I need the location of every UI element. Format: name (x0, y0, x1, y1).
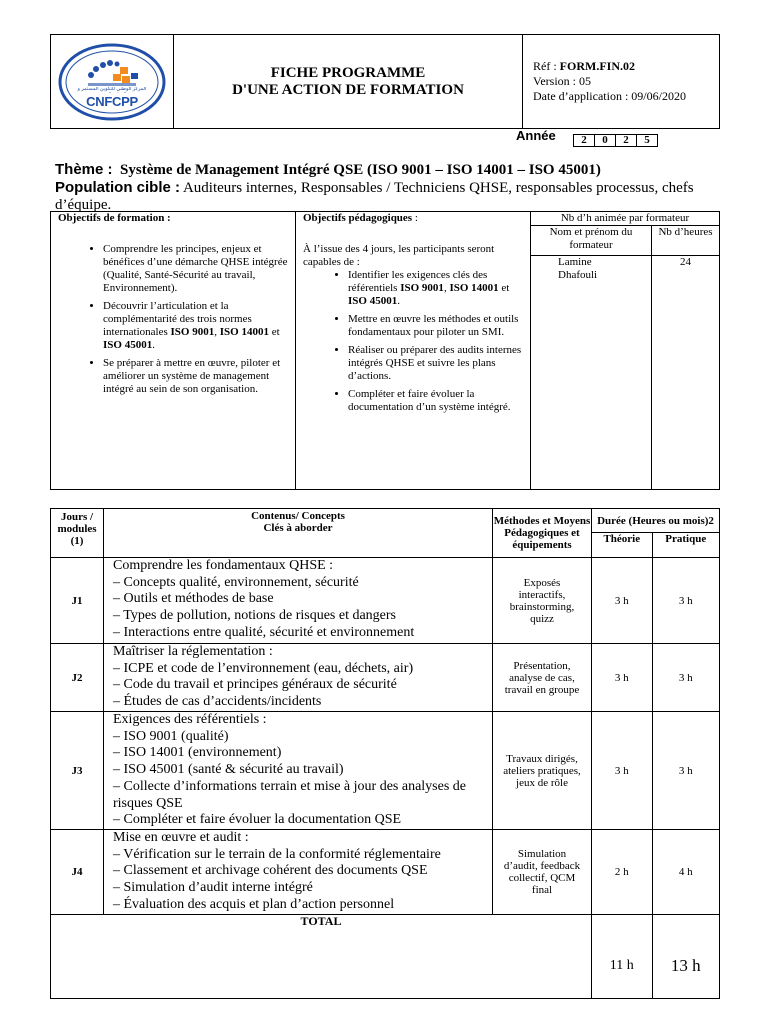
objectifs-pedagogiques-intro: À l’issue des 4 jours, les participants seront capables de : (303, 243, 495, 268)
logo-text: CNFCPP (86, 93, 138, 109)
list-item: • Identifier les exigences clés des référentiels ISO 9001, ISO 14001 et ISO 45001. (348, 269, 530, 308)
contenu-line: – Évaluation des acquis et plan d’action personnel (113, 896, 395, 912)
contenu-line: – ISO 45001 (santé & sécurité au travail) (113, 762, 344, 778)
contenu-cell (104, 712, 493, 830)
list-item: • Se préparer à mettre en œuvre, piloter et améliorer un système de management intégré au sein de son organisation. (103, 357, 295, 396)
objectifs-pedagogiques-header-line (296, 212, 530, 225)
col-methodes-header: Méthodes et Moyens Pédagogiques et équipements (493, 509, 592, 558)
list-item: • Comprendre les principes, enjeux et bénéfices d’une démarche QHSE intégrée (Qualité, Santé-Sécurité au travail, Environnement). (103, 243, 295, 295)
jour-cell: J1 (51, 558, 104, 644)
col-theorie-header: Théorie (592, 533, 653, 558)
table-row (51, 712, 720, 830)
header-suffix: : (412, 212, 418, 224)
formateur-heures-col-header: Nb d’heures (652, 226, 720, 256)
contenu-line: Mise en œuvre et audit : (113, 830, 249, 845)
objectifs-pedagogiques-cell (296, 212, 531, 490)
reference-cell (523, 35, 720, 129)
formateur-heures: 24 (652, 256, 720, 490)
contenu-line: – Vérification sur le terrain de la conformité réglementaire (113, 846, 441, 862)
population-value: Auditeurs internes, Responsables / Techniciens QHSE, responsables processus, chefs d’équipe. (55, 180, 694, 213)
header-table (50, 34, 720, 129)
formateur-nom-col-header: Nom et prénom du formateur (531, 226, 652, 256)
version-line: Version : 05 (533, 74, 591, 88)
methodes-cell: Exposés interactifs, brainstorming, quizz (493, 558, 592, 644)
theme-block (55, 161, 725, 214)
contenu-line: – Études de cas d’accidents/incidents (113, 694, 322, 710)
programme-table (50, 508, 720, 999)
contenu-cell (104, 558, 493, 644)
contenu-line: – Interactions entre qualité, sécurité et environnement (113, 624, 415, 640)
col-duree-header: Durée (Heures ou mois)2 (592, 509, 720, 533)
total-pratique: 13 h (652, 914, 719, 998)
col-contenus-subtitle: Clés à aborder (263, 522, 333, 534)
contenu-cell (104, 644, 493, 712)
list-item: • Réaliser ou préparer des audits internes intégrés QHSE et suivre les plans d’actions. (348, 344, 530, 383)
ref-value: FORM.FIN.02 (559, 59, 635, 73)
methodes-cell: Travaux dirigés, ateliers pratiques, jeux de rôle (493, 712, 592, 830)
table-row (51, 644, 720, 712)
logo-arabic-text: المركز الوطني للتكوين المستمر و (77, 86, 147, 92)
annee-digits (573, 134, 658, 147)
annee-digit: 2 (574, 135, 595, 147)
cnfcpp-logo (58, 43, 166, 121)
document-title-cell (174, 35, 523, 129)
theorie-cell: 3 h (592, 558, 653, 644)
formateurs-header: Nb d’h animée par formateur (531, 212, 720, 226)
objectifs-pedagogiques-list (296, 269, 530, 414)
list-item: • Découvrir l’articulation et la complémentarité des trois normes internationales ISO 9001, ISO 14001 et ISO 45001. (103, 300, 295, 352)
formateur-nom: Lamine Dhafouli (531, 256, 652, 490)
contenu-line: – Code du travail et principes généraux de sécurité (113, 677, 397, 693)
reference-line (533, 59, 719, 74)
jour-cell: J4 (51, 830, 104, 915)
col-contenus-title: Contenus/ Concepts (251, 510, 345, 522)
population-line (55, 179, 725, 214)
objectifs-formation-header: Objectifs de formation : (58, 212, 171, 224)
theorie-cell: 3 h (592, 712, 653, 830)
title-line-1: FICHE PROGRAMME (270, 64, 426, 81)
theme-value: Système de Management Intégré QSE (ISO 9001 – ISO 14001 – ISO 45001) (120, 162, 601, 178)
objectifs-formation-cell (51, 212, 296, 490)
contenu-cell (104, 830, 493, 915)
annee-digit: 0 (595, 135, 616, 147)
contenu-line: – Outils et méthodes de base (113, 591, 274, 607)
annee-digit: 2 (616, 135, 637, 147)
theme-label: Thème : (55, 161, 113, 178)
col-jours-header: Jours / modules (1) (51, 509, 104, 558)
pratique-cell: 3 h (652, 644, 719, 712)
objectifs-pedagogiques-header: Objectifs pédagogiques (303, 212, 413, 224)
pratique-cell: 4 h (652, 830, 719, 915)
table-row (51, 558, 720, 644)
contenu-line: Comprendre les fondamentaux QHSE : (113, 558, 334, 573)
contenu-line: – Simulation d’audit interne intégré (113, 880, 313, 896)
contenu-line: – ICPE et code de l’environnement (eau, déchets, air) (113, 660, 414, 676)
date-application-line: Date d’application : 09/06/2020 (533, 89, 686, 103)
annee-label: Année (516, 128, 556, 143)
contenu-line: Maîtriser la réglementation : (113, 644, 273, 659)
methodes-cell: Simulation d’audit, feedback collectif, QCM final (493, 830, 592, 915)
theorie-cell: 3 h (592, 644, 653, 712)
methodes-cell: Présentation, analyse de cas, travail en groupe (493, 644, 592, 712)
pratique-cell: 3 h (652, 558, 719, 644)
logo-cell (51, 35, 174, 129)
logo-graphic (58, 43, 166, 121)
objectifs-formation-list (51, 243, 295, 396)
contenu-line: – Types de pollution, notions de risques et dangers (113, 608, 397, 624)
total-label: TOTAL (51, 914, 592, 998)
contenu-line: – Classement et archivage cohérent des documents QSE (113, 863, 428, 879)
table-row (51, 830, 720, 915)
total-theorie: 11 h (592, 914, 653, 998)
list-item: • Compléter et faire évoluer la documentation d’un système intégré. (348, 388, 530, 414)
contenu-line: – Collecte d’informations terrain et mise à jour des analyses de risques QSE (113, 778, 467, 811)
theorie-cell: 2 h (592, 830, 653, 915)
contenu-line: – ISO 9001 (qualité) (113, 728, 229, 744)
contenu-line: Exigences des référentiels : (113, 712, 267, 727)
jour-cell: J3 (51, 712, 104, 830)
list-item: • Mettre en œuvre les méthodes et outils fondamentaux pour piloter un SMI. (348, 313, 530, 339)
total-row (51, 914, 720, 998)
col-contenus-header (104, 509, 493, 558)
pratique-cell: 3 h (652, 712, 719, 830)
ref-label: Réf : (533, 59, 560, 73)
objectives-table (50, 211, 720, 490)
theme-line (55, 161, 725, 179)
contenu-line: – Compléter et faire évoluer la documentation QSE (113, 812, 402, 828)
jour-cell: J2 (51, 644, 104, 712)
population-label: Population cible : (55, 179, 181, 196)
title-line-2: D'UNE ACTION DE FORMATION (232, 81, 464, 98)
contenu-line: – Concepts qualité, environnement, sécurité (113, 574, 359, 590)
col-pratique-header: Pratique (652, 533, 719, 558)
annee-digit: 5 (637, 135, 658, 147)
contenu-line: – ISO 14001 (environnement) (113, 745, 282, 761)
